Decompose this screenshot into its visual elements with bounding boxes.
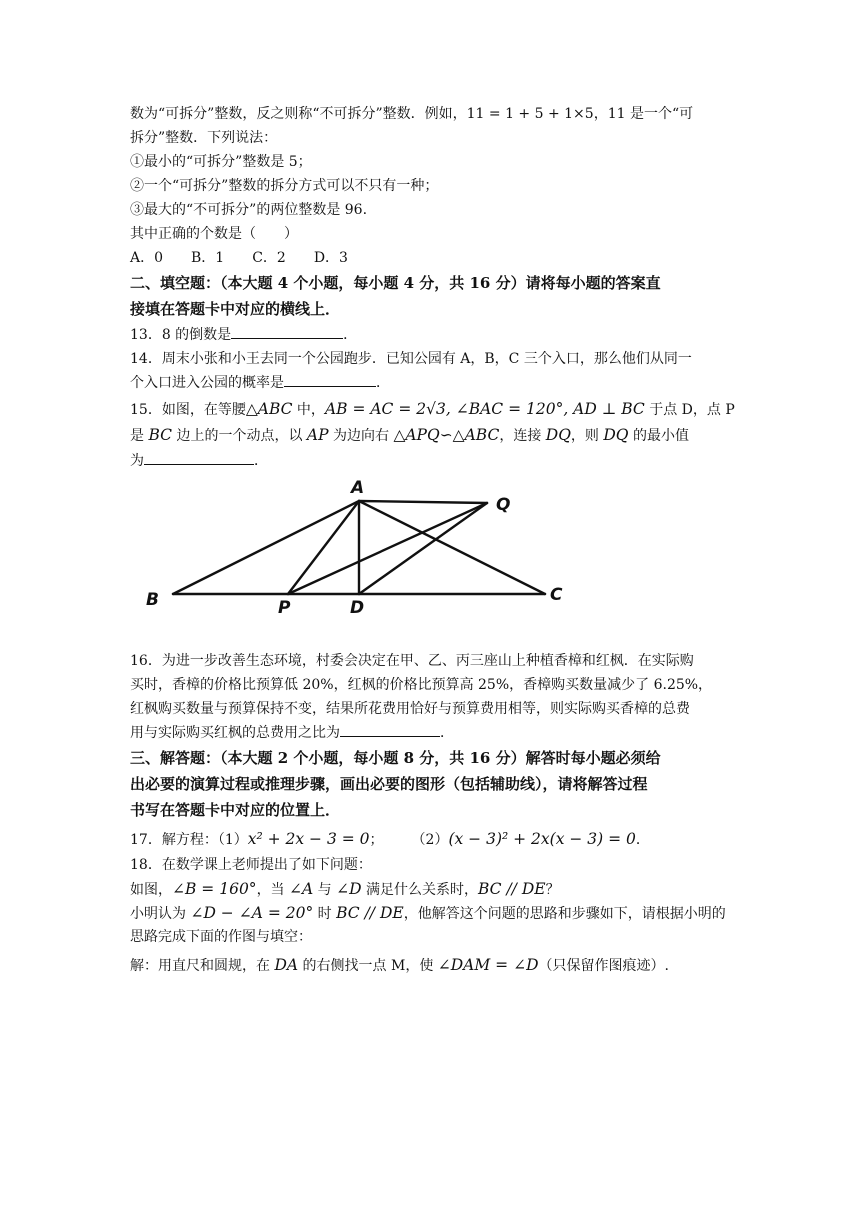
q15-answer-blank[interactable] xyxy=(144,450,254,465)
q18-text: （只保留作图痕迹）. xyxy=(538,958,669,974)
question-prompt: 其中正确的个数是（ ） xyxy=(130,226,298,242)
q18-text: 满足什么关系时， xyxy=(361,882,478,898)
q18-text: 小明认为 xyxy=(130,906,191,922)
label-B: B xyxy=(146,590,159,610)
question-16-line-3: 红枫购买数量与预算保持不变，结果所花费用恰好与预算费用相等，则实际购买香樟的总费 xyxy=(130,701,690,717)
q15-text: 是 xyxy=(130,428,149,444)
q18-text: 与 xyxy=(313,882,337,898)
q18-math: ∠D − ∠A = 20° xyxy=(190,904,314,922)
q16-end: ． xyxy=(440,725,454,741)
question-18-line-5 xyxy=(130,954,669,977)
q15-text: 边上的一个动点，以 xyxy=(172,428,307,444)
q18-math: BC // DE xyxy=(477,880,546,898)
q18-math: ∠A xyxy=(289,880,314,898)
statement-1: ①最小的“可拆分”整数是 5； xyxy=(130,154,312,170)
segment-DQ xyxy=(359,503,487,594)
question-18-line-4: 思路完成下面的作图与填空： xyxy=(130,929,312,945)
q15-text: ，则 xyxy=(570,428,604,444)
question-16-line-2: 买时，香樟的价格比预算低 20%，红枫的价格比预算高 25%，香樟购买数量减少了 6.25%， xyxy=(130,677,713,693)
q17-text: 17．解方程：（1） xyxy=(130,832,248,848)
q18-text: ，他解答这个问题的思路和步骤如下，请根据小明的 xyxy=(403,906,726,922)
q18-text: ？ xyxy=(545,882,560,898)
question-13 xyxy=(130,324,357,346)
question-17 xyxy=(130,828,650,851)
q18-text: 时 xyxy=(313,906,337,922)
q18-math: DA xyxy=(274,956,299,974)
q15-math: AP xyxy=(306,426,329,444)
q15-text: 的最小值 xyxy=(628,428,689,444)
q13-text: 13．8 的倒数是 xyxy=(130,327,232,343)
q15-math-triangle: △ABC xyxy=(245,400,293,418)
q15-text-2: 中， xyxy=(292,402,325,418)
q17-equation-2: (x − 3)² + 2x(x − 3) = 0 xyxy=(448,830,636,848)
q15-end: ． xyxy=(254,453,268,469)
q18-math: ∠DAM = ∠D xyxy=(437,956,539,974)
q14-answer-blank[interactable] xyxy=(284,372,376,387)
question-15-line-1 xyxy=(130,398,735,421)
question-15-line-3 xyxy=(130,450,268,472)
question-16-line-4 xyxy=(130,722,454,744)
q18-text: 的右侧找一点 M，使 xyxy=(298,958,438,974)
q15-math: BC xyxy=(148,426,172,444)
section-3-heading-line-3: 书写在答题卡中对应的位置上． xyxy=(130,801,341,819)
q17-text: ； （2） xyxy=(369,832,449,848)
intro-line-1: 数为“可拆分”整数，反之则称“不可拆分”整数．例如，11 = 1 + 5 + 1×5，11 是一个“可 xyxy=(130,106,694,122)
q15-text-4: 为 xyxy=(130,453,144,469)
question-14-line-2 xyxy=(130,372,390,394)
question-14-line-1: 14．周末小张和小王去同一个公园跑步．已知公园有 A，B，C 三个入口，那么他们从同一 xyxy=(130,351,692,367)
q13-end: ． xyxy=(343,327,358,343)
question-15-line-2 xyxy=(130,424,689,447)
label-P: P xyxy=(278,598,291,618)
segment-AP xyxy=(288,501,359,594)
section-2-heading-line-2: 接填在答题卡中对应的横线上． xyxy=(130,300,341,318)
segment-AQ xyxy=(359,501,487,503)
q16-text: 用与实际购买红枫的总费用之比为 xyxy=(130,725,340,741)
question-16-line-1: 16．为进一步改善生态环境，村委会决定在甲、乙、丙三座山上种植香樟和红枫．在实际购 xyxy=(130,653,694,669)
q15-text: 为边向右 xyxy=(328,428,394,444)
q18-text: ，当 xyxy=(256,882,290,898)
q18-text: 解：用直尺和圆规，在 xyxy=(130,958,275,974)
answer-options: A．0 B．1 C．2 D．3 xyxy=(130,250,348,266)
q18-math: BC // DE xyxy=(336,904,404,922)
intro-line-2: 拆分”整数．下列说法： xyxy=(130,130,278,146)
label-A: A xyxy=(351,478,365,498)
q14-end: ． xyxy=(376,375,390,391)
q15-math: △APQ∽△ABC xyxy=(393,426,500,444)
question-18-line-3 xyxy=(130,902,726,925)
label-Q: Q xyxy=(496,495,511,515)
q13-answer-blank[interactable] xyxy=(231,324,343,339)
q15-text-1: 15．如图，在等腰 xyxy=(130,402,246,418)
section-3-heading-line-1: 三、解答题：（本大题 2 个小题，每小题 8 分，共 16 分）解答时每小题必须给 xyxy=(130,749,661,767)
q15-math-conditions: AB = AC = 2√3, ∠BAC = 120°, AD ⊥ BC xyxy=(324,400,645,418)
q14-text: 个入口进入公园的概率是 xyxy=(130,375,284,391)
q16-answer-blank[interactable] xyxy=(340,722,440,737)
q15-math: DQ xyxy=(545,426,571,444)
label-D: D xyxy=(350,598,365,618)
q17-text: ． xyxy=(635,832,650,848)
q15-math: DQ xyxy=(603,426,629,444)
geometry-figure xyxy=(140,474,580,622)
question-18-line-1: 18．在数学课上老师提出了如下问题： xyxy=(130,857,372,873)
q18-text: 如图， xyxy=(130,882,172,898)
q18-math: ∠B = 160° xyxy=(172,880,257,898)
statement-2: ②一个“可拆分”整数的拆分方式可以不只有一种； xyxy=(130,178,439,194)
section-2-heading-line-1: 二、填空题：（本大题 4 个小题，每小题 4 分，共 16 分）请将每小题的答案直 xyxy=(130,274,661,292)
q17-equation-1: x² + 2x − 3 = 0 xyxy=(247,830,370,848)
q18-math: ∠D xyxy=(336,880,362,898)
label-C: C xyxy=(550,585,563,605)
segment-PQ xyxy=(288,503,487,594)
question-18-line-2 xyxy=(130,878,560,901)
q15-text-3: 于点 D，点 P xyxy=(644,402,735,418)
q15-text: ，连接 xyxy=(499,428,546,444)
segment-BA xyxy=(173,501,359,594)
section-3-heading-line-2: 出必要的演算过程或推理步骤，画出必要的图形（包括辅助线），请将解答过程 xyxy=(130,775,648,793)
statement-3: ③最大的“不可拆分”的两位整数是 96. xyxy=(130,202,368,218)
